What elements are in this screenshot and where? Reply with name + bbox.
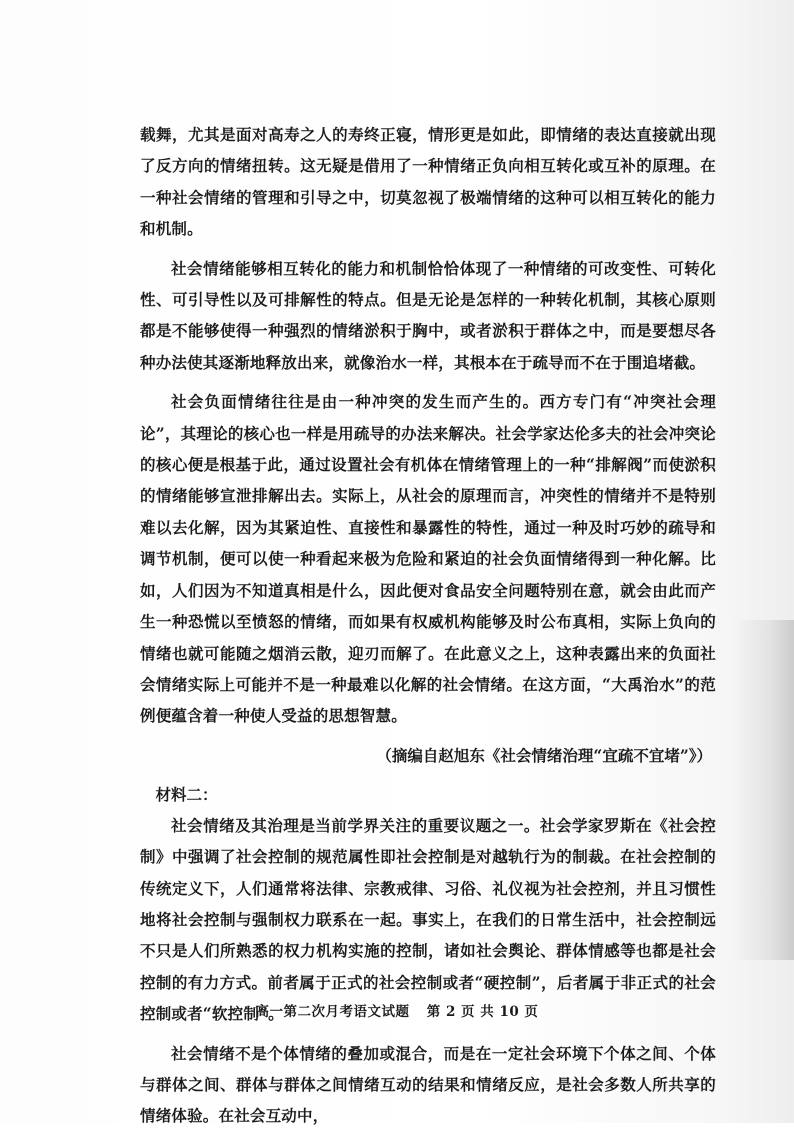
paragraph-gap <box>140 732 716 740</box>
material-two-heading: 材料二： <box>155 784 218 804</box>
scan-edge-shadow <box>734 620 794 960</box>
paragraph-gap <box>140 245 716 253</box>
page-number: 第 2 页 共 10 页 <box>426 1004 539 1020</box>
page-footer <box>0 1000 794 1020</box>
source-citation: （摘编自赵旭东《社会情绪治理“宜疏不宜堵”》） <box>376 745 712 765</box>
paragraph-social-emotion: 社会情绪不是个体情绪的叠加或混合，而是在一定社会环境下个体之间、个体与群体之间、群体与群体之间情绪互动的结果和情绪反应，是社会多数人所共享的情绪体验。在社会互动中， <box>140 1043 716 1126</box>
paragraph-social-control: 社会情绪及其治理是当前学界关注的重要议题之一。社会学家罗斯在《社会控制》中强调了社会控制的规范属性即社会控制是对越轨行为的制裁。在社会控制的传统定义下，人们通常将法律、宗教戒律、习俗、礼仪视为社会控剂，并且习惯性地将社会控制与强制权力联系在一起。事实上，在我们的日常生活中，社会控制远不只是人们所熟悉的权力机构实施的控制，诸如社会舆论、群体情感等也都是社会控制的有力方式。前者属于正式的社会控制或者“硬控制”，后者属于非正式的社会控制或者“软控制”。 <box>140 815 716 1024</box>
paragraph-conflict: 社会负面情绪往往是由一种冲突的发生而产生的。西方专门有“冲突社会理论”，其理论的核心也一样是用疏导的办法来解决。社会学家达伦多夫的社会冲突论的核心便是根基于此，通过设置社会有机体在情绪管理上的一种“排解阀”而使淤积的情绪能够宣泄排解出去。实际上，从社会的原理而言，冲突性的情绪并不是特别难以去化解，因为其紧迫性、直接性和暴露性的特性，通过一种及时巧妙的疏导和调节机制，便可以使一种看起来极为危险和紧迫的社会负面情绪得到一种化解。比如，人们因为不知道真相是什么，因此便对食品安全问题特别在意，就会由此而产生一种恐慌以至愤怒的情绪，而如果有权威机构能够及时公布真相，实际上负向的情绪也就可能随之烟消云散，迎刃而解了。在此意义之上，这种表露出来的负面社会情绪实际上可能并不是一种最难以化解的社会情绪。在这方面，“大禹治水”的范例便蕴含着一种使人受益的思想智慧。 <box>140 392 716 726</box>
paragraph-gap <box>140 771 716 779</box>
article-body <box>140 119 716 1132</box>
exam-title: 高一第二次月考语文试题 <box>255 1004 410 1020</box>
paragraph-continuation: 载舞，尤其是面对高寿之人的寿终正寝，情形更是如此，即情绪的表达直接就出现了反方向的情绪扭转。这无疑是借用了一种情绪正负向相互转化或互补的原理。在一种社会情绪的管理和引导之中，切莫忽视了极端情绪的这种可以相互转化的能力和机制。 <box>140 125 716 239</box>
paragraph-gap <box>140 378 716 386</box>
paragraph-transformation: 社会情绪能够相互转化的能力和机制恰恰体现了一种情绪的可改变性、可转化性、可引导性以及可排解性的特点。但是无论是怎样的一种转化机制，其核心原则都是不能够使得一种强烈的情绪淤积于胸中，或者淤积于群体之中，而是要想尽各种办法使其逐渐地释放出来，就像治水一样，其根本在于疏导而不在于围追堵截。 <box>140 258 716 372</box>
paragraph-gap <box>140 1030 716 1038</box>
